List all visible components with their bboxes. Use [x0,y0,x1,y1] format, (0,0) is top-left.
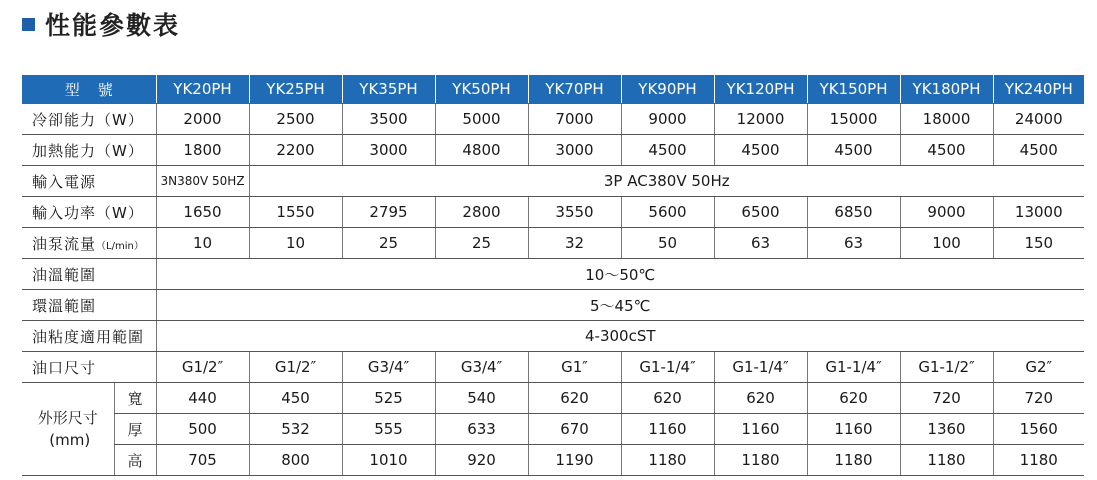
row-ambient-temp [22,290,1084,321]
cell: G1-1/4″ [807,352,900,383]
cell: 1180 [900,445,993,476]
cell: G1″ [528,352,621,383]
page-title: 性能參數表 [45,11,181,40]
model-col-3: YK50PH [435,75,528,104]
row-label-power-source: 輸入電源 [22,166,156,197]
cell: 620 [714,383,807,414]
cell: 10 [249,228,342,259]
cell-merged: 4-300cST [156,321,1084,352]
cell: G3/4″ [435,352,528,383]
pump-flow-label: 油泵流量 [32,234,97,253]
model-col-4: YK70PH [528,75,621,104]
spec-table [22,75,1084,476]
cell: 2795 [342,197,435,228]
row-label-cooling: 冷卻能力（W） [22,104,156,135]
row-cooling [22,104,1084,135]
cell: 1360 [900,414,993,445]
cell: 1180 [714,445,807,476]
row-heating [22,135,1084,166]
cell: 24000 [993,104,1084,135]
cell: 4500 [621,135,714,166]
cell: 1190 [528,445,621,476]
cell: 3N380V 50HZ [156,166,249,197]
row-label-oil-temp: 油溫範圍 [22,259,156,290]
cell: 32 [528,228,621,259]
cell: 450 [249,383,342,414]
cell: 15000 [807,104,900,135]
cell: 2200 [249,135,342,166]
cell: 620 [528,383,621,414]
row-label-input-power: 輸入功率（W） [22,197,156,228]
cell: G1-1/4″ [621,352,714,383]
row-label-heating: 加熱能力（W） [22,135,156,166]
cell: 150 [993,228,1084,259]
cell: 6500 [714,197,807,228]
cell: 3550 [528,197,621,228]
cell: 5600 [621,197,714,228]
cell: 620 [621,383,714,414]
cell: 720 [993,383,1084,414]
cell: 920 [435,445,528,476]
cell: 9000 [621,104,714,135]
cell: 7000 [528,104,621,135]
cell: 540 [435,383,528,414]
cell: 100 [900,228,993,259]
cell: 1560 [993,414,1084,445]
cell: 9000 [900,197,993,228]
cell: 3000 [342,135,435,166]
model-col-7: YK150PH [807,75,900,104]
cell: 4500 [900,135,993,166]
cell: 1650 [156,197,249,228]
cell: 4500 [993,135,1084,166]
cell: G3/4″ [342,352,435,383]
cell: 2500 [249,104,342,135]
row-label-ambient-temp: 環溫範圍 [22,290,156,321]
pump-flow-unit: （L/min） [96,240,144,252]
model-col-5: YK90PH [621,75,714,104]
cell: 4500 [714,135,807,166]
dim-label-depth: 厚 [114,414,156,445]
row-input-power [22,197,1084,228]
row-label-viscosity: 油粘度適用範圍 [22,321,156,352]
cell: 63 [714,228,807,259]
cell: 1160 [807,414,900,445]
cell: 670 [528,414,621,445]
cell: 25 [435,228,528,259]
row-label-pump-flow [22,228,156,259]
dim-label-height: 高 [114,445,156,476]
title-square-icon [22,18,35,31]
cell: 4800 [435,135,528,166]
cell: 10 [156,228,249,259]
cell-merged: 10～50℃ [156,259,1084,290]
cell: 1550 [249,197,342,228]
cell: 440 [156,383,249,414]
dimensions-unit: (mm) [49,431,91,449]
row-viscosity [22,321,1084,352]
model-col-9: YK240PH [993,75,1084,104]
cell: 12000 [714,104,807,135]
cell: 1180 [621,445,714,476]
cell: 1180 [993,445,1084,476]
cell: 18000 [900,104,993,135]
cell: 1010 [342,445,435,476]
header-row [22,75,1084,104]
cell: 63 [807,228,900,259]
cell: 1800 [156,135,249,166]
cell: 3500 [342,104,435,135]
cell: G1-1/2″ [900,352,993,383]
row-power-source [22,166,1084,197]
cell: 1160 [714,414,807,445]
cell: 1180 [807,445,900,476]
cell: G2″ [993,352,1084,383]
cell: 720 [900,383,993,414]
cell: 2800 [435,197,528,228]
row-oil-temp [22,259,1084,290]
model-col-0: YK20PH [156,75,249,104]
cell: 2000 [156,104,249,135]
cell: G1-1/4″ [714,352,807,383]
row-dim-height [22,445,1084,476]
model-header: 型號 [22,75,156,104]
cell: 800 [249,445,342,476]
cell: 13000 [993,197,1084,228]
row-dim-width [22,383,1084,414]
cell: 1160 [621,414,714,445]
cell: 532 [249,414,342,445]
cell: 50 [621,228,714,259]
model-col-2: YK35PH [342,75,435,104]
cell: 25 [342,228,435,259]
cell: G1/2″ [156,352,249,383]
cell: 633 [435,414,528,445]
cell: 620 [807,383,900,414]
cell: 4500 [807,135,900,166]
cell: 5000 [435,104,528,135]
model-col-6: YK120PH [714,75,807,104]
row-dim-depth [22,414,1084,445]
cell-merged: 5～45℃ [156,290,1084,321]
cell: G1/2″ [249,352,342,383]
dimensions-label: 外形尺寸 [37,409,98,427]
model-col-1: YK25PH [249,75,342,104]
cell: 705 [156,445,249,476]
cell: 3000 [528,135,621,166]
row-port-size [22,352,1084,383]
row-label-dimensions [22,383,114,476]
cell: 555 [342,414,435,445]
model-col-8: YK180PH [900,75,993,104]
cell: 525 [342,383,435,414]
cell-merged: 3P AC380V 50Hz [249,166,1084,197]
cell: 500 [156,414,249,445]
cell: 6850 [807,197,900,228]
page-header [22,4,180,44]
row-label-port-size: 油口尺寸 [22,352,156,383]
row-pump-flow [22,228,1084,259]
dim-label-width: 寬 [114,383,156,414]
